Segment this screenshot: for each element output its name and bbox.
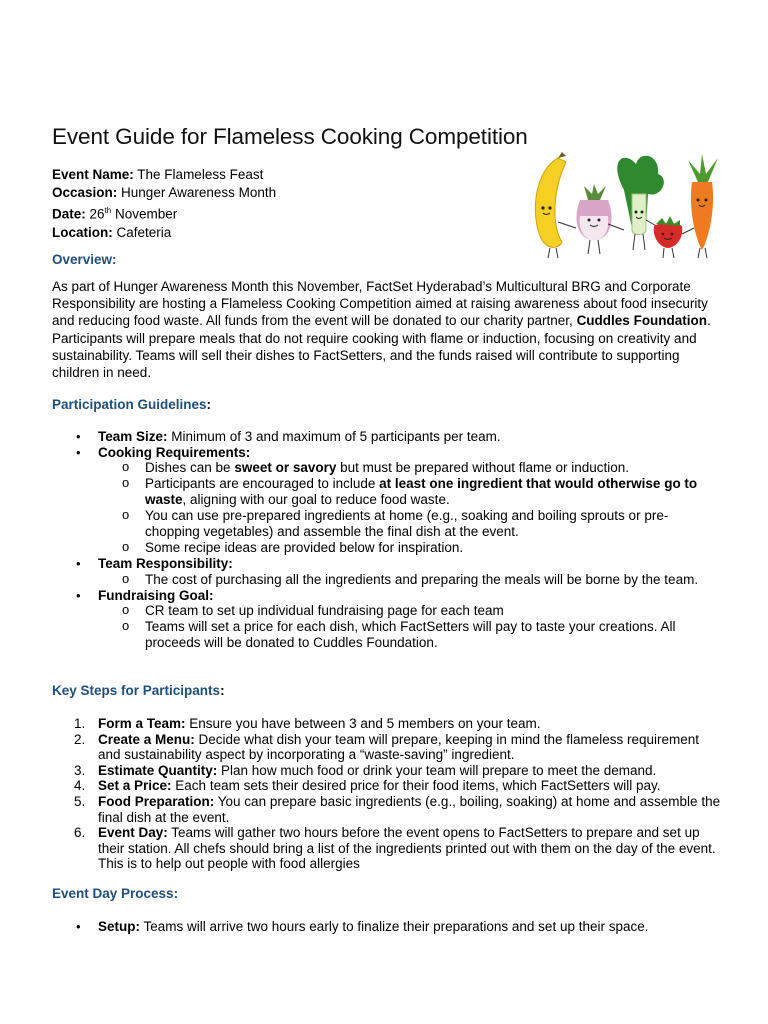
list-item [52,445,722,557]
date-row [52,202,276,224]
step-label: Event Day: [98,825,168,841]
list-item [52,588,722,652]
step-number: 4. [74,778,86,794]
carrot-icon [691,182,713,250]
team-size-text: Minimum of 3 and maximum of 5 participants per team. [167,429,501,444]
step-label: Food Preparation: [98,793,215,809]
guidelines-heading-colon: : [206,397,212,412]
strawberry-icon [654,223,683,248]
location-label: Location: [52,224,113,240]
cooking-item-1-rest: but must be prepared without flame or induction. [336,460,630,476]
event-name-label: Event Name: [52,167,134,182]
event-name-row [52,166,276,184]
event-day-process-heading: Event Day Process: [52,886,179,901]
banana-icon [535,158,566,247]
cooking-item-1-bold: sweet or savory [234,460,337,476]
location-value: Cafeteria [116,224,172,240]
overview-text-part1: As part of Hunger Awareness Month this November, FactSet Hyderabad’s Multicultural BRG and Corporate Responsibility are hosting a Flameless Cooking Competition aimed at raising awareness about food insecurity and reducing food waste. All funds from the event will be donated to our charity partner, [52,279,708,329]
step-item [52,763,722,779]
sub-list-item [98,476,722,508]
overview-paragraph [52,278,722,381]
overview-text-part2: . Participants will prepare meals that do not require cooking with flame or induction, focusing on creativity and sustainability. Teams will sell their dishes to FactSetters, and the funds raised will contribute to supporting children in need. [52,313,711,381]
sub-list-item [98,572,722,588]
step-number: 2. [74,731,86,747]
veggie-characters-icon [528,150,728,260]
step-text: Ensure you have between 3 and 5 members on your team. [185,716,541,731]
step-number: 6. [74,825,86,841]
fundraising-item-1-text: CR team to set up individual fundraising page for each team [145,603,504,619]
step-text: Each team sets their desired price for their food items, which FactSetters will pay. [171,778,661,794]
fundraising-item-2-text: Teams will set a price for each dish, which FactSetters will pay to taste your creations. All proceeds will be donated to Cuddles Foundation. [145,619,676,651]
key-steps-heading [52,683,225,698]
step-number: 3. [74,762,86,778]
cooking-item-3-text: You can use pre-prepared ingredients at home (e.g., soaking and boiling sprouts or pre-chopping vegetables) and assemble the final dish at the event. [145,508,669,540]
sub-bullet-icon: o [122,570,130,586]
date-suffix: th [104,206,112,215]
step-label: Estimate Quantity: [98,762,218,778]
step-label: Form a Team: [98,716,186,731]
step-text: Teams will gather two hours before the event opens to FactSetters to prepare and set up their station. All chefs should bring a list of the ingredients printed out with them on the day of the event. This is to help out people with food allergies [98,825,716,872]
sub-list-item [98,508,722,540]
key-steps-list [52,716,722,872]
cooking-item-1-text: Dishes can be [145,460,235,476]
sub-list-item [98,603,722,619]
cooking-item-2-text: Participants are encouraged to include [145,476,380,492]
sub-bullet-icon: o [122,475,130,491]
bullet-icon: • [76,919,81,934]
occasion-row [52,184,276,202]
setup-text: Teams will arrive two hours early to finalize their preparations and set up their space. [140,919,649,934]
cooking-item-4-text: Some recipe ideas are provided below for inspiration. [145,540,464,556]
sub-bullet-icon: o [122,507,130,523]
team-size-label: Team Size: [98,429,168,444]
step-label: Create a Menu: [98,731,195,747]
date-day: 26 [89,206,105,222]
step-number: 1. [74,716,86,731]
guidelines-heading-text: Participation Guidelines [52,397,207,412]
step-text: Plan how much food or drink your team will prepare to meet the demand. [217,762,657,778]
date-month: November [115,206,178,222]
key-steps-heading-colon: : [220,683,225,698]
step-item [52,716,722,732]
sub-list-item [98,540,722,556]
step-item [52,732,722,763]
bullet-icon: • [76,444,81,460]
step-text: You can prepare basic ingredients (e.g., boiling, soaking) at home and assemble the final dish at the event. [98,793,721,825]
location-row [52,224,276,242]
sub-bullet-icon: o [122,602,130,618]
page-title: Event Guide for Flameless Cooking Competition [52,124,528,149]
setup-label: Setup: [98,919,140,934]
bullet-icon: • [76,429,81,444]
guidelines-heading [52,397,211,412]
overview-heading: Overview: [52,252,117,267]
list-item [52,919,722,935]
overview-text-bold: Cuddles Foundation [576,313,708,329]
sub-list-item [98,460,722,476]
sub-bullet-icon: o [122,459,130,475]
guidelines-list [52,429,722,651]
cooking-item-2-rest: , aligning with our goal to reduce food waste. [182,492,450,508]
step-item [52,825,722,872]
cooking-requirements-label: Cooking Requirements: [98,444,251,460]
responsibility-item-1-text: The cost of purchasing all the ingredients and preparing the meals will be borne by the team. [145,571,699,587]
sub-bullet-icon: o [122,539,130,555]
step-text: Decide what dish your team will prepare, keeping in mind the flameless requirement and sustainability aspect by incorporating a “waste-saving” ingredient. [98,731,700,763]
step-label: Set a Price: [98,778,172,794]
event-details [52,166,276,242]
cooking-item-2-bold: at least one ingredient that would otherwise go to waste [145,476,698,508]
step-item [52,794,722,825]
occasion-value: Hunger Awareness Month [121,185,277,200]
event-day-process-list [52,919,722,935]
sub-bullet-icon: o [122,618,130,634]
list-item [52,556,722,588]
bullet-icon: • [76,587,81,603]
fundraising-goal-label: Fundraising Goal: [98,587,214,603]
event-name-value: The Flameless Feast [137,167,264,182]
team-responsibility-label: Team Responsibility: [98,556,233,572]
step-item [52,778,722,794]
sub-list-item [98,619,722,651]
list-item [52,429,722,445]
date-label: Date: [52,206,86,222]
step-number: 5. [74,793,86,809]
occasion-label: Occasion: [52,185,118,200]
bullet-icon: • [76,556,81,572]
key-steps-heading-text: Key Steps for Participants [52,683,221,698]
